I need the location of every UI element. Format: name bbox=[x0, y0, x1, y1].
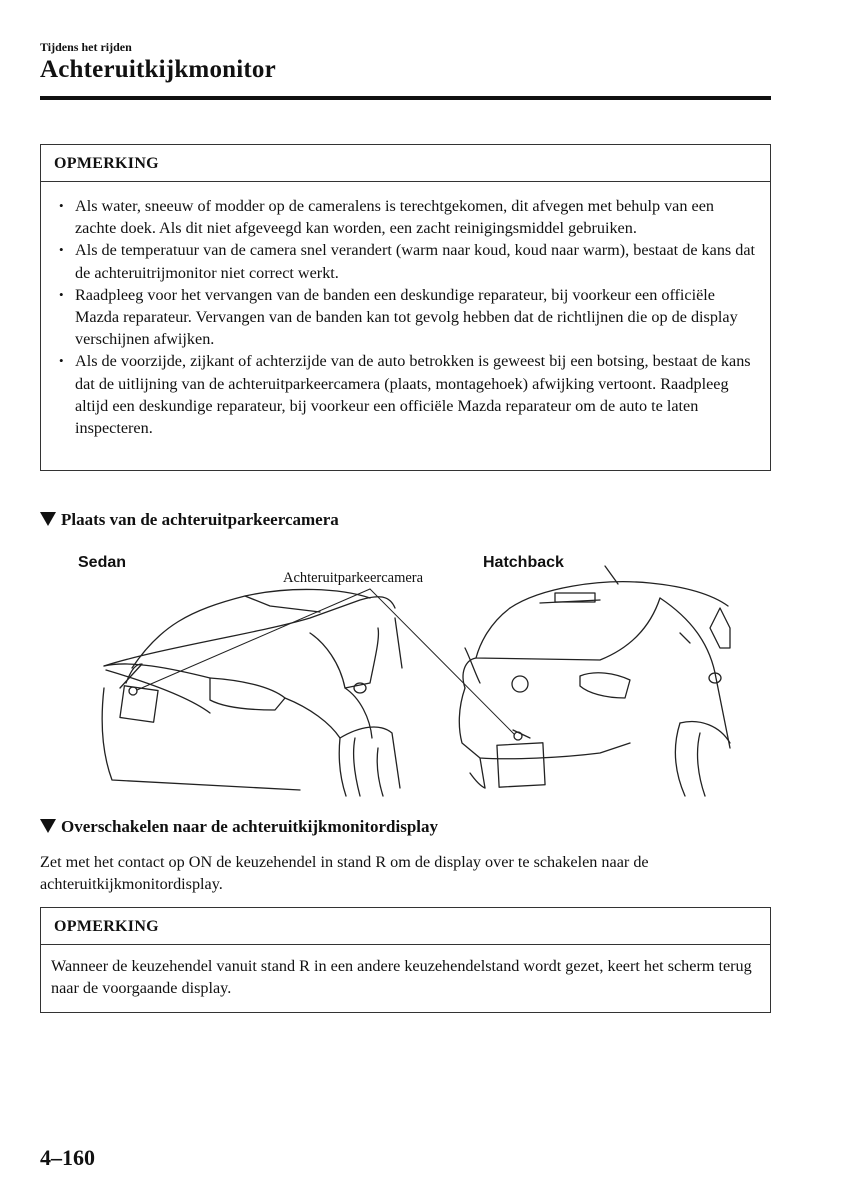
leader-line-hatchback bbox=[370, 589, 514, 734]
page-title: Achteruitkijkmonitor bbox=[40, 56, 276, 83]
note-box-camera-care bbox=[40, 144, 771, 471]
hatchback-illustration bbox=[459, 566, 730, 796]
triangle-down-icon bbox=[40, 512, 56, 526]
heading-camera-location bbox=[40, 510, 339, 530]
heading-camera-location-text: Plaats van de achteruitparkeercamera bbox=[61, 510, 339, 529]
heading-switch-display bbox=[40, 817, 438, 837]
camera-callout-label: Achteruitparkeercamera bbox=[283, 570, 424, 586]
note-list bbox=[41, 182, 770, 439]
note-body: Wanneer de keuzehendel vanuit stand R in een andere keuzehendelstand wordt gezet, keert het scherm terug naar de voorgaande display. bbox=[51, 957, 752, 997]
note-heading: OPMERKING bbox=[41, 908, 770, 945]
note-box-display-return bbox=[40, 907, 771, 1013]
sedan-illustration bbox=[102, 589, 402, 796]
sedan-label: Sedan bbox=[78, 554, 127, 571]
hatchback-label: Hatchback bbox=[483, 554, 564, 571]
page-number: 4–160 bbox=[40, 1145, 95, 1170]
heading-switch-display-text: Overschakelen naar de achteruitkijkmonitordisplay bbox=[61, 817, 438, 836]
note-item: • Raadpleeg voor het vervangen van de banden een deskundige reparateur, bij voorkeur een officiële Mazda reparateur. Vervangen van de banden kan tot gevolg hebben dat de richtlijnen die op de display verschijnen afwijken. bbox=[75, 284, 758, 351]
title-rule bbox=[40, 96, 771, 100]
running-header: Tijdens het rijden bbox=[40, 40, 132, 54]
note-heading: OPMERKING bbox=[41, 145, 770, 182]
camera-location-figure bbox=[40, 548, 771, 798]
switch-display-paragraph: Zet met het contact op ON de keuzehendel in stand R om de display over te schakelen naar de achteruitkijkmonitordisplay. bbox=[40, 853, 649, 893]
note-item: • Als de temperatuur van de camera snel verandert (warm naar koud, koud naar warm), bestaat de kans dat de achteruitrijmonitor niet correct werkt. bbox=[75, 239, 758, 283]
note-item: • Als water, sneeuw of modder op de cameralens is terechtgekomen, dit afvegen met behulp van een zachte doek. Als dit niet afgeveegd kan worden, een zacht reinigingsmiddel gebruiken. bbox=[75, 195, 758, 239]
note-item: • Als de voorzijde, zijkant of achterzijde van de auto betrokken is geweest bij een botsing, bestaat de kans dat de uitlijning van de achteruitparkeercamera (plaats, montagehoek) afwijking vertoont. Raadpleeg altijd een deskundige reparateur, bij voorkeur een officiële Mazda reparateur om de auto te laten inspecteren. bbox=[75, 350, 758, 439]
leader-line-sedan bbox=[137, 589, 370, 690]
triangle-down-icon bbox=[40, 819, 56, 833]
